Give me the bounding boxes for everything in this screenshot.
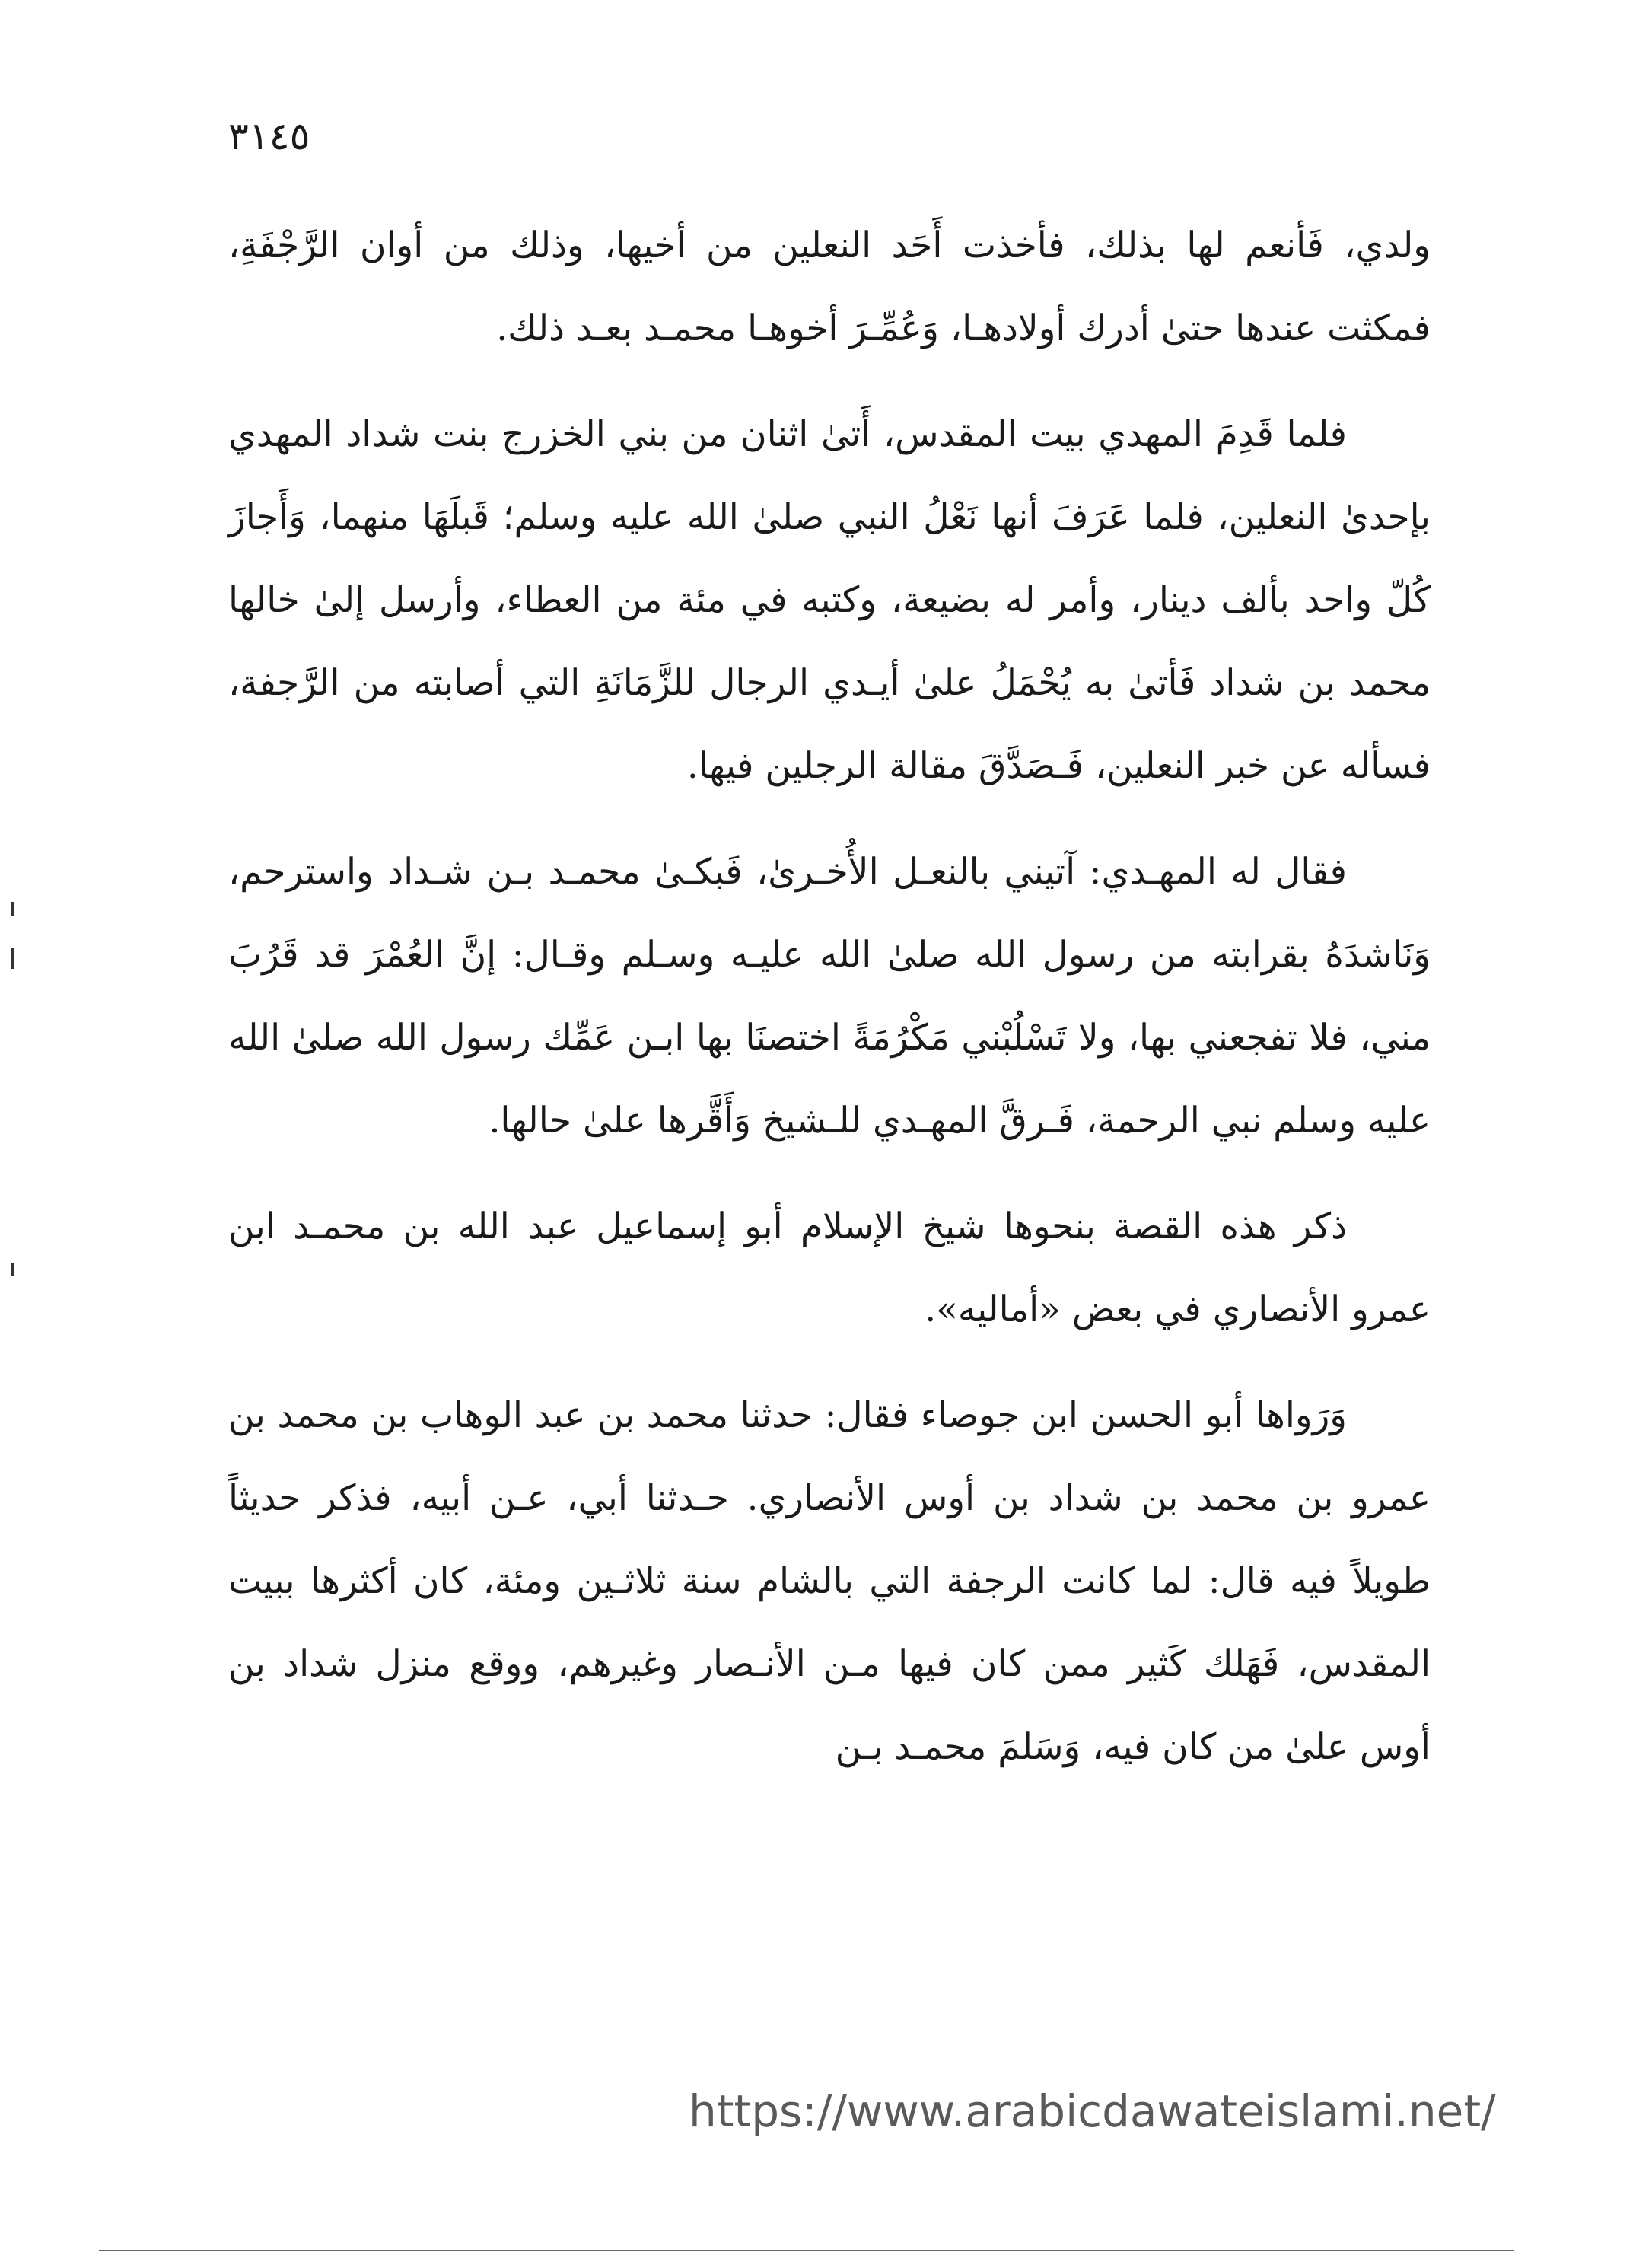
paragraph-1: ولدي، فَأنعم لها بذلك، فأخذت أَحَد النعلين من أخيها، وذلك من أوان الرَّجْفَةِ، فمكثت عندها حتىٰ أدرك أولادهـا، وَعُمِّـرَ أخوهـا محمـد بعـد ذلك. bbox=[228, 225, 1431, 349]
paragraph-4: ذكر هذه القصة بنحوها شيخ الإسلام أبو إسماعيل عبد الله بن محمـد ابن عمرو الأنصاري في بعض «أماليه». bbox=[228, 1206, 1431, 1330]
scan-mark bbox=[11, 1263, 14, 1276]
watermark-url: https://www.arabicdawateislami.net/ bbox=[689, 2085, 1496, 2137]
page-number: ٣١٤٥ bbox=[228, 114, 310, 158]
paragraph-3: فقال له المهـدي: آتيني بالنعـل الأُخـرىٰ، فَبكـىٰ محمـد بـن شـداد واسترحم، وَنَاشدَهُ بقرابته من رسول الله صلىٰ الله عليـه وسـلم وقـال: إنَّ العُمْرَ قد قَرُبَ مني، فلا تفجعني بها، ولا تَسْلُبْني مَكْرُمَةً اختصنَا بها ابـن عَمِّك رسول الله صلىٰ الله عليه وسلم نبي الرحمة، فَـرقَّ المهـدي للـشيخ وَأَقَّرها علىٰ حالها. bbox=[228, 851, 1431, 1142]
scan-mark bbox=[11, 902, 14, 916]
paragraph-5: وَرَواها أبو الحسن ابن جوصاء فقال: حدثنا محمد بن عبد الوهاب بن محمد بن عمرو بن محمد بن شداد بن أوس الأنصاري. حـدثنا أبي، عـن أبيه، فذكر حديثاً طويلاً فيه قال: لما كانت الرجفة التي بالشام سنة ثلاثـين ومئة، كان أكثرها ببيت المقدس، فَهَلك كَثير ممن كان فيها مـن الأنـصار وغيرهم، ووقع منزل شداد بن أوس علىٰ من كان فيه، وَسَلمَ محمـد بـن bbox=[228, 1394, 1431, 1768]
scan-mark bbox=[11, 948, 14, 969]
bottom-rule bbox=[99, 2250, 1514, 2251]
main-text bbox=[228, 204, 1431, 1789]
paragraph-2: فلما قَدِمَ المهدي بيت المقدس، أَتىٰ اثنان من بني الخزرج بنت شداد المهدي بإحدىٰ النعلين، فلما عَرَفَ أنها نَعْلُ النبي صلىٰ الله عليه وسلم؛ قَبلَهَا منهما، وَأَجازَ كُلّ واحد بألف دينار، وأمر له بضيعة، وكتبه في مئة من العطاء، وأرسل إلىٰ خالها محمد بن شداد فَأتىٰ به يُحْمَلُ علىٰ أيـدي الرجال للزَّمَانَةِ التي أصابته من الرَّجفة، فسأله عن خبر النعلين، فَـصَدَّقَ مقالة الرجلين فيها. bbox=[228, 413, 1431, 787]
